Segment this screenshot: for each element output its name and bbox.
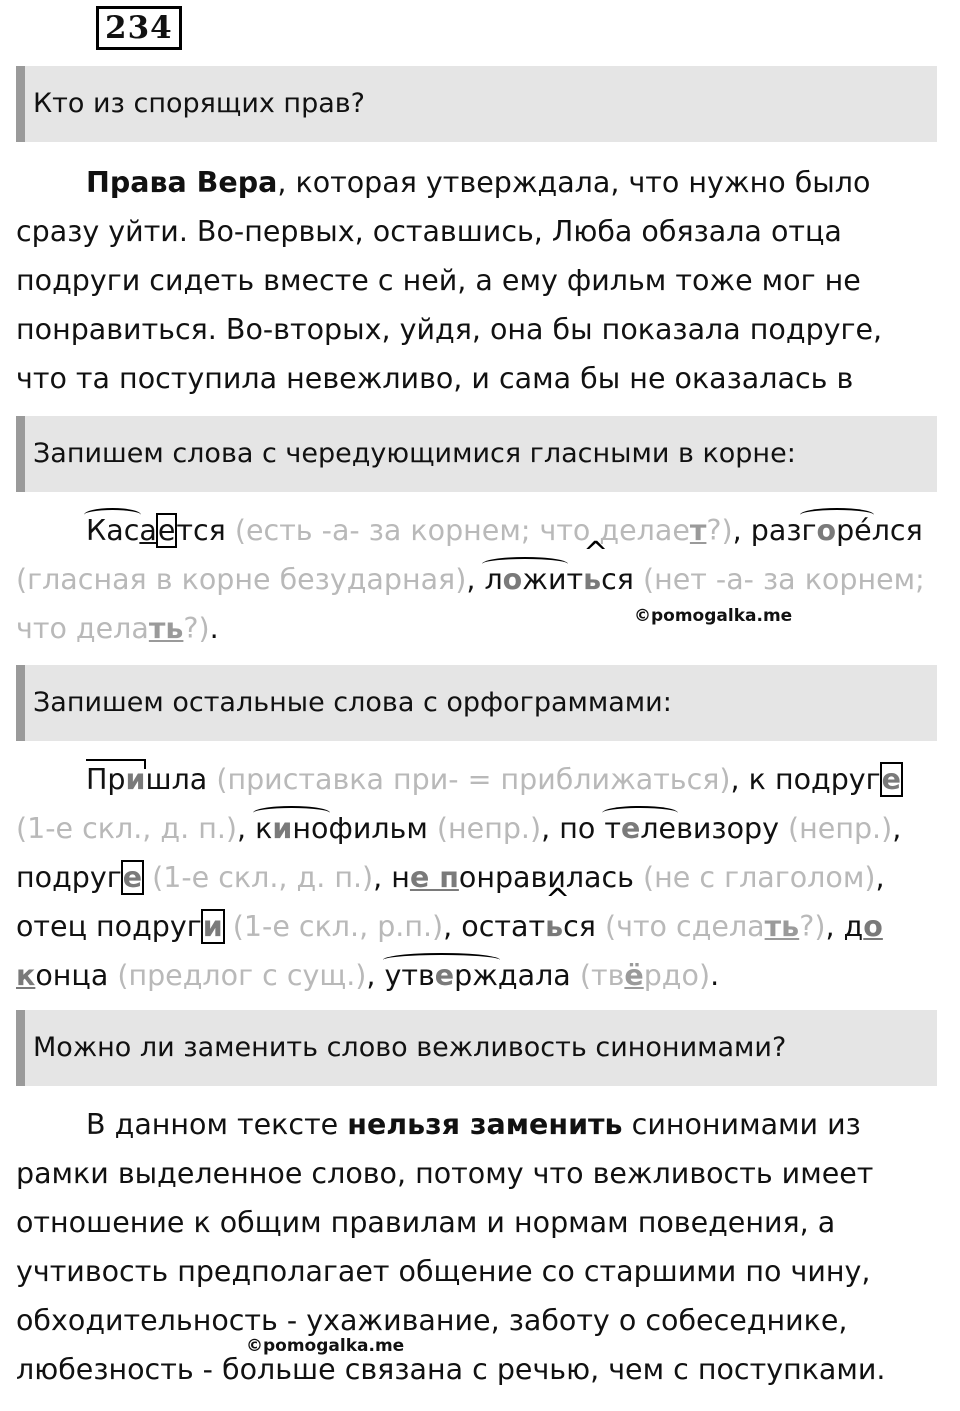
orthograms-paragraph: Пришла (приставка при- = приближаться), к подруге (1-е скл., д. п.), кинофильм (непр.), по телевизору (непр.), подруге (1-е скл., д. п.), не понравилась (не с глаголом), отец подруги (1-е скл., р.п.), остат^ ься (что сделать?), до конца (предлог с сущ.), утверждала (твёрдо). [16,755,941,1000]
answer4-pre: В данном тексте [86,1108,348,1141]
section-heading-3: Запишем остальные слова с орфограммами: [16,665,937,741]
answer-bold: Права Вера [86,166,278,199]
section-heading-2: Запишем слова с чередующимися гласными в корне: [16,416,937,492]
alternating-vowels-paragraph: Касается (есть -а- за корнем; что делает?), разгоре́лся (гласная в корне безударная), ложит^ ься (нет -а- за корнем; что делать?). [16,506,941,653]
answer4-bold: нельзя заменить [347,1108,623,1141]
watermark: ©pomogalka.me [634,606,793,626]
answer-text: , которая утверждала, что нужно было сразу уйти. Во-первых, оставшись, Люба обязала отца подруги сидеть вместе с ней, а ему фильм тоже мог не понравиться. Во-вторых, уйдя, она бы показала подруге, что та поступила невежливо, и сама бы не оказалась в [16,166,883,395]
answer4-text: синонимами из рамки выделенное слово, потому что вежливость имеет отношение к общим правилам и нормам поведения, а учтивость предполагает общение со старшими по чину, обходительность - ухаживание, заботу о собеседнике, любезность - больше связана с речью, чем с поступками. [16,1108,886,1386]
section-heading-1: Кто из спорящих прав? [16,66,937,142]
section-heading-4: Можно ли заменить слово вежливость синонимами? [16,1010,937,1086]
watermark-bottom: ©pomogalka.me [246,1336,405,1356]
task-number: 234 [96,6,182,50]
answer-paragraph-4 [16,1100,941,1394]
answer-paragraph-1 [16,158,941,452]
